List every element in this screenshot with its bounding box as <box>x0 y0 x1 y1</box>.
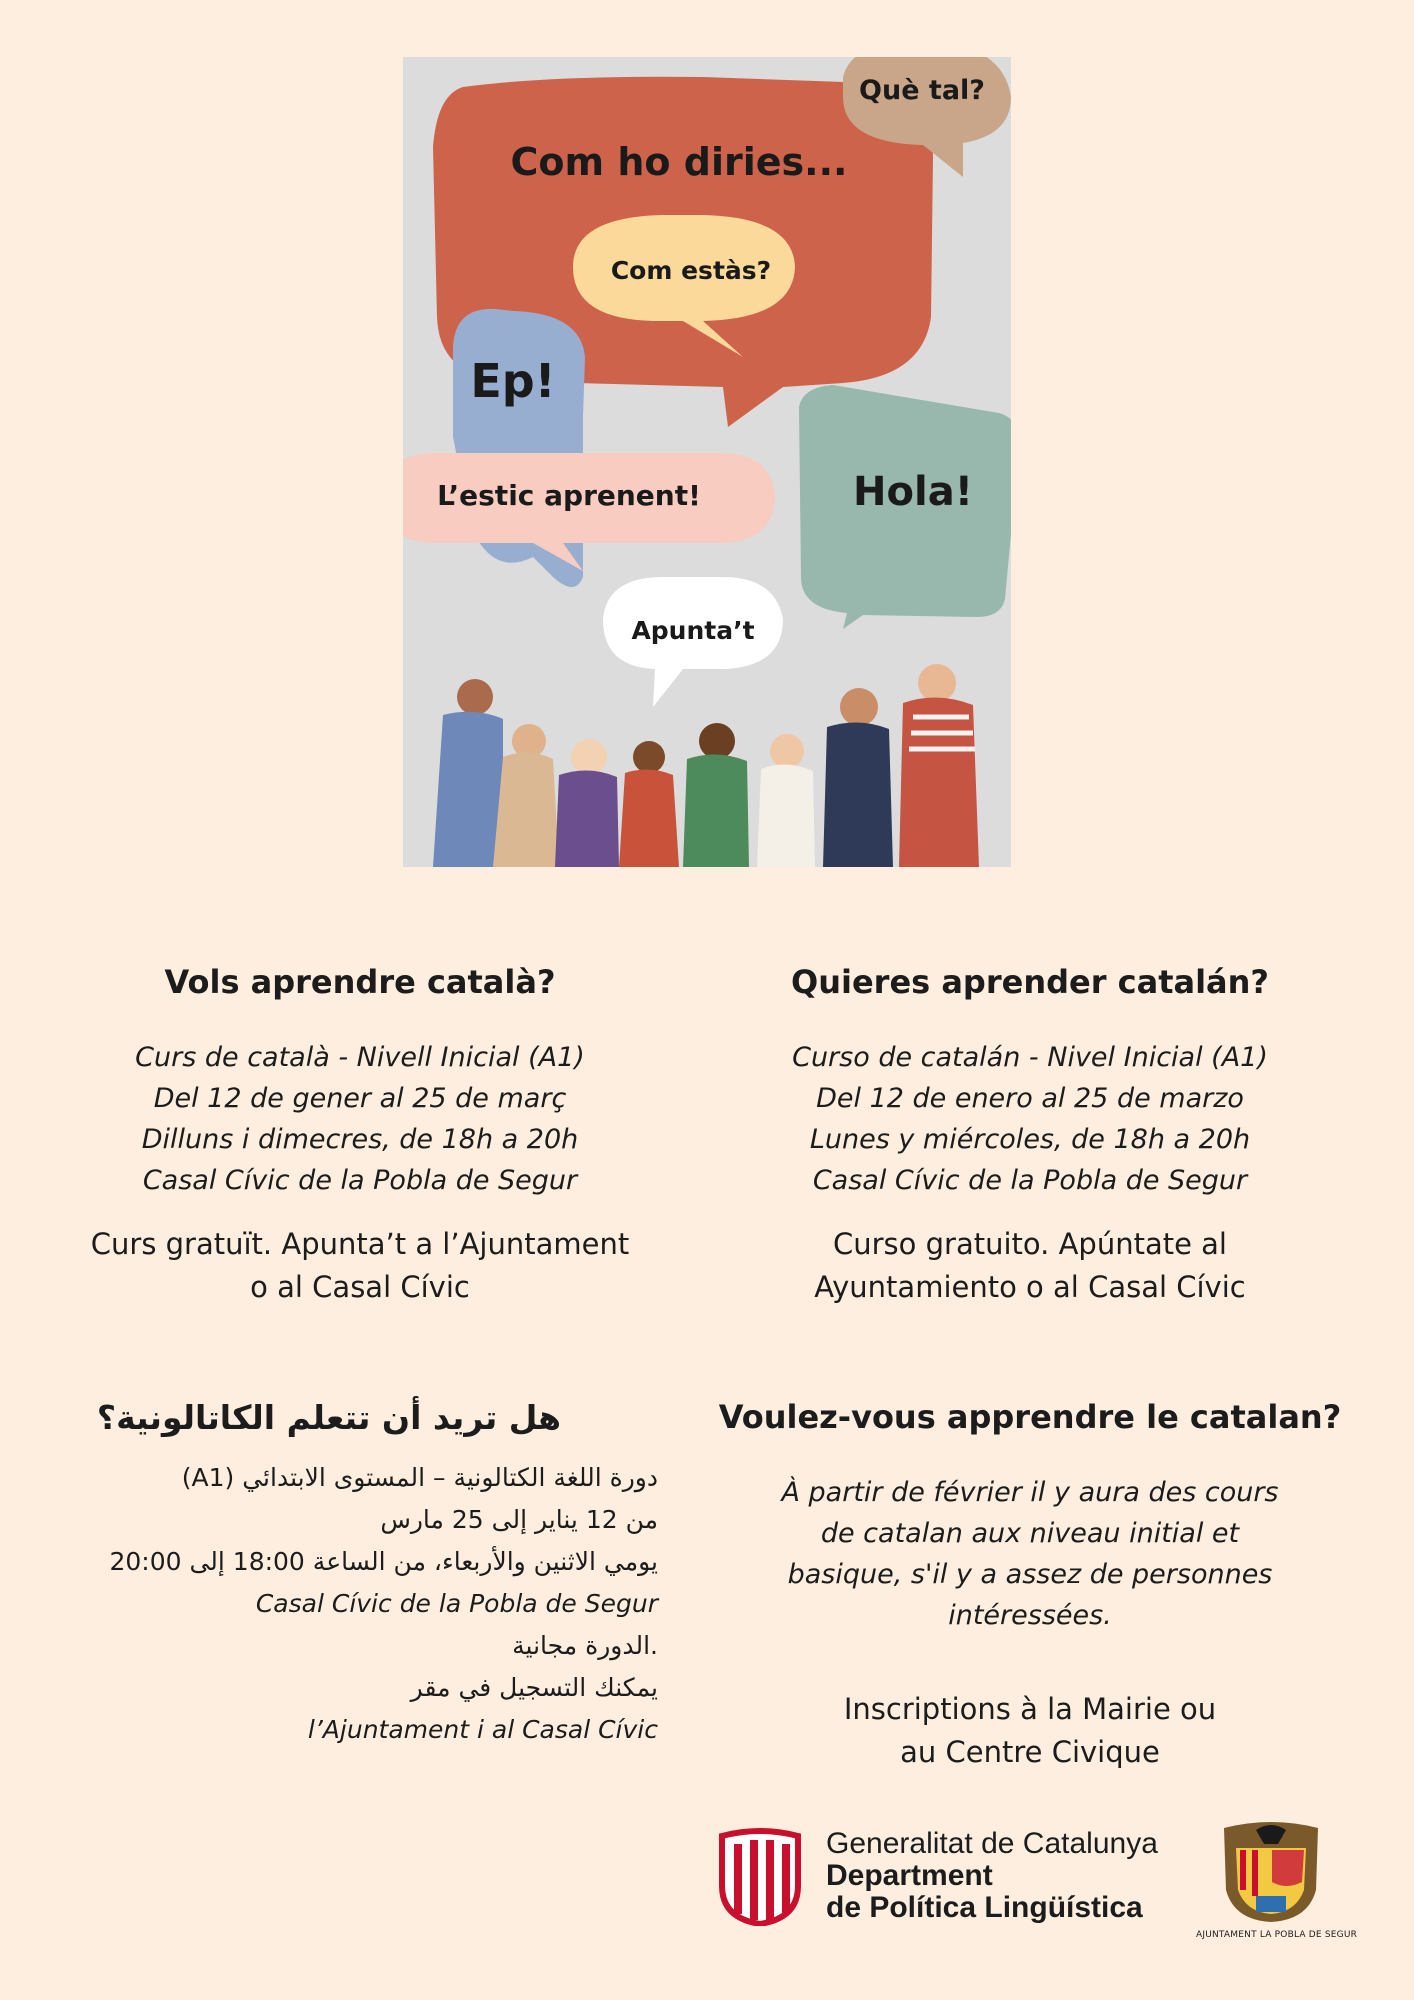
catalan-section <box>40 963 680 1309</box>
french-line-4: intéressées. <box>948 1600 1112 1631</box>
catalan-heading: Vols aprendre català? <box>164 963 556 1001</box>
catalan-line-dates: Del 12 de gener al 25 de març <box>153 1083 567 1114</box>
bubble-text-apuntat: Apunta’t <box>631 616 755 645</box>
french-note-line-1: Inscriptions à la Mairie ou <box>843 1692 1217 1726</box>
catalan-details <box>40 1037 680 1201</box>
catalan-note-line-1: Curs gratuït. Apunta’t a l’Ajuntament <box>90 1227 630 1261</box>
bubble-text-que-tal: Què tal? <box>859 75 985 106</box>
catalan-line-schedule: Dilluns i dimecres, de 18h a 20h <box>141 1124 579 1155</box>
spanish-note <box>710 1223 1350 1309</box>
french-note <box>690 1688 1370 1774</box>
french-line-3: basique, s'il y a assez de personnes <box>787 1559 1273 1590</box>
arabic-line-register: يمكنك التسجيل في مقر <box>410 1673 658 1702</box>
bubble-text-lestic: L’estic aprenent! <box>437 479 701 512</box>
catalan-line-course: Curs de català - Nivell Inicial (A1) <box>135 1042 585 1073</box>
spanish-section <box>710 963 1350 1309</box>
town-caption: AJUNTAMENT LA POBLA DE SEGUR <box>1196 1930 1358 1940</box>
arabic-line-venue: Casal Cívic de la Pobla de Segur <box>255 1589 658 1618</box>
spanish-note-line-2: Ayuntamiento o al Casal Cívic <box>814 1270 1246 1304</box>
town-coat-of-arms <box>1196 1820 1358 1940</box>
spanish-line-dates: Del 12 de enero al 25 de marzo <box>816 1083 1244 1114</box>
generalitat-line-3: de Política Lingüística <box>826 1891 1143 1924</box>
french-note-line-2: au Centre Civique <box>900 1735 1160 1769</box>
arabic-section <box>40 1398 658 1751</box>
spanish-line-course: Curso de catalán - Nivel Inicial (A1) <box>792 1042 1268 1073</box>
coat-of-arms-icon <box>1216 1820 1326 1924</box>
catalan-line-venue: Casal Cívic de la Pobla de Segur <box>142 1165 578 1196</box>
french-line-2: de catalan aux niveau initial et <box>820 1518 1240 1549</box>
french-details <box>690 1472 1370 1636</box>
arabic-line-free: .الدورة مجانية <box>512 1631 658 1660</box>
arabic-line-place: l’Ajuntament i al Casal Cívic <box>307 1715 658 1744</box>
catalan-note <box>40 1223 680 1309</box>
arabic-line-dates: من 12 يناير إلى 25 مارس <box>380 1505 658 1534</box>
spanish-details <box>710 1037 1350 1201</box>
arabic-details <box>40 1457 658 1751</box>
bubble-text-com-ho-diries: Com ho diries... <box>510 140 848 184</box>
french-section <box>690 1398 1370 1774</box>
generalitat-text <box>826 1828 1158 1924</box>
french-line-1: À partir de février il y aura des cours <box>781 1477 1279 1508</box>
generalitat-line-2: Department <box>826 1859 993 1892</box>
bubble-text-hola: Hola! <box>853 469 973 515</box>
french-heading: Voulez-vous apprendre le catalan? <box>718 1398 1342 1436</box>
spanish-note-line-1: Curso gratuito. Apúntate al <box>833 1227 1227 1261</box>
generalitat-line-1: Generalitat de Catalunya <box>826 1827 1158 1860</box>
catalan-note-line-2: o al Casal Cívic <box>250 1270 470 1304</box>
spanish-heading: Quieres aprender catalán? <box>791 963 1269 1001</box>
spanish-line-venue: Casal Cívic de la Pobla de Segur <box>812 1165 1248 1196</box>
arabic-heading: هل تريد أن تتعلم الكاتالونية؟ <box>96 1398 562 1437</box>
poster-illustration <box>403 57 1011 867</box>
spanish-line-schedule: Lunes y miércoles, de 18h a 20h <box>809 1124 1251 1155</box>
senyera-icon <box>712 1826 808 1926</box>
arabic-line-schedule: يومي الاثنين والأربعاء، من الساعة 18:00 إلى 20:00 <box>109 1547 658 1576</box>
bubble-text-ep: Ep! <box>470 354 556 408</box>
bubble-text-com-estas: Com estàs? <box>610 256 772 285</box>
arabic-line-course: دورة اللغة الكتالونية – المستوى الابتدائي (A1) <box>181 1463 658 1492</box>
generalitat-logo <box>712 1826 1158 1926</box>
